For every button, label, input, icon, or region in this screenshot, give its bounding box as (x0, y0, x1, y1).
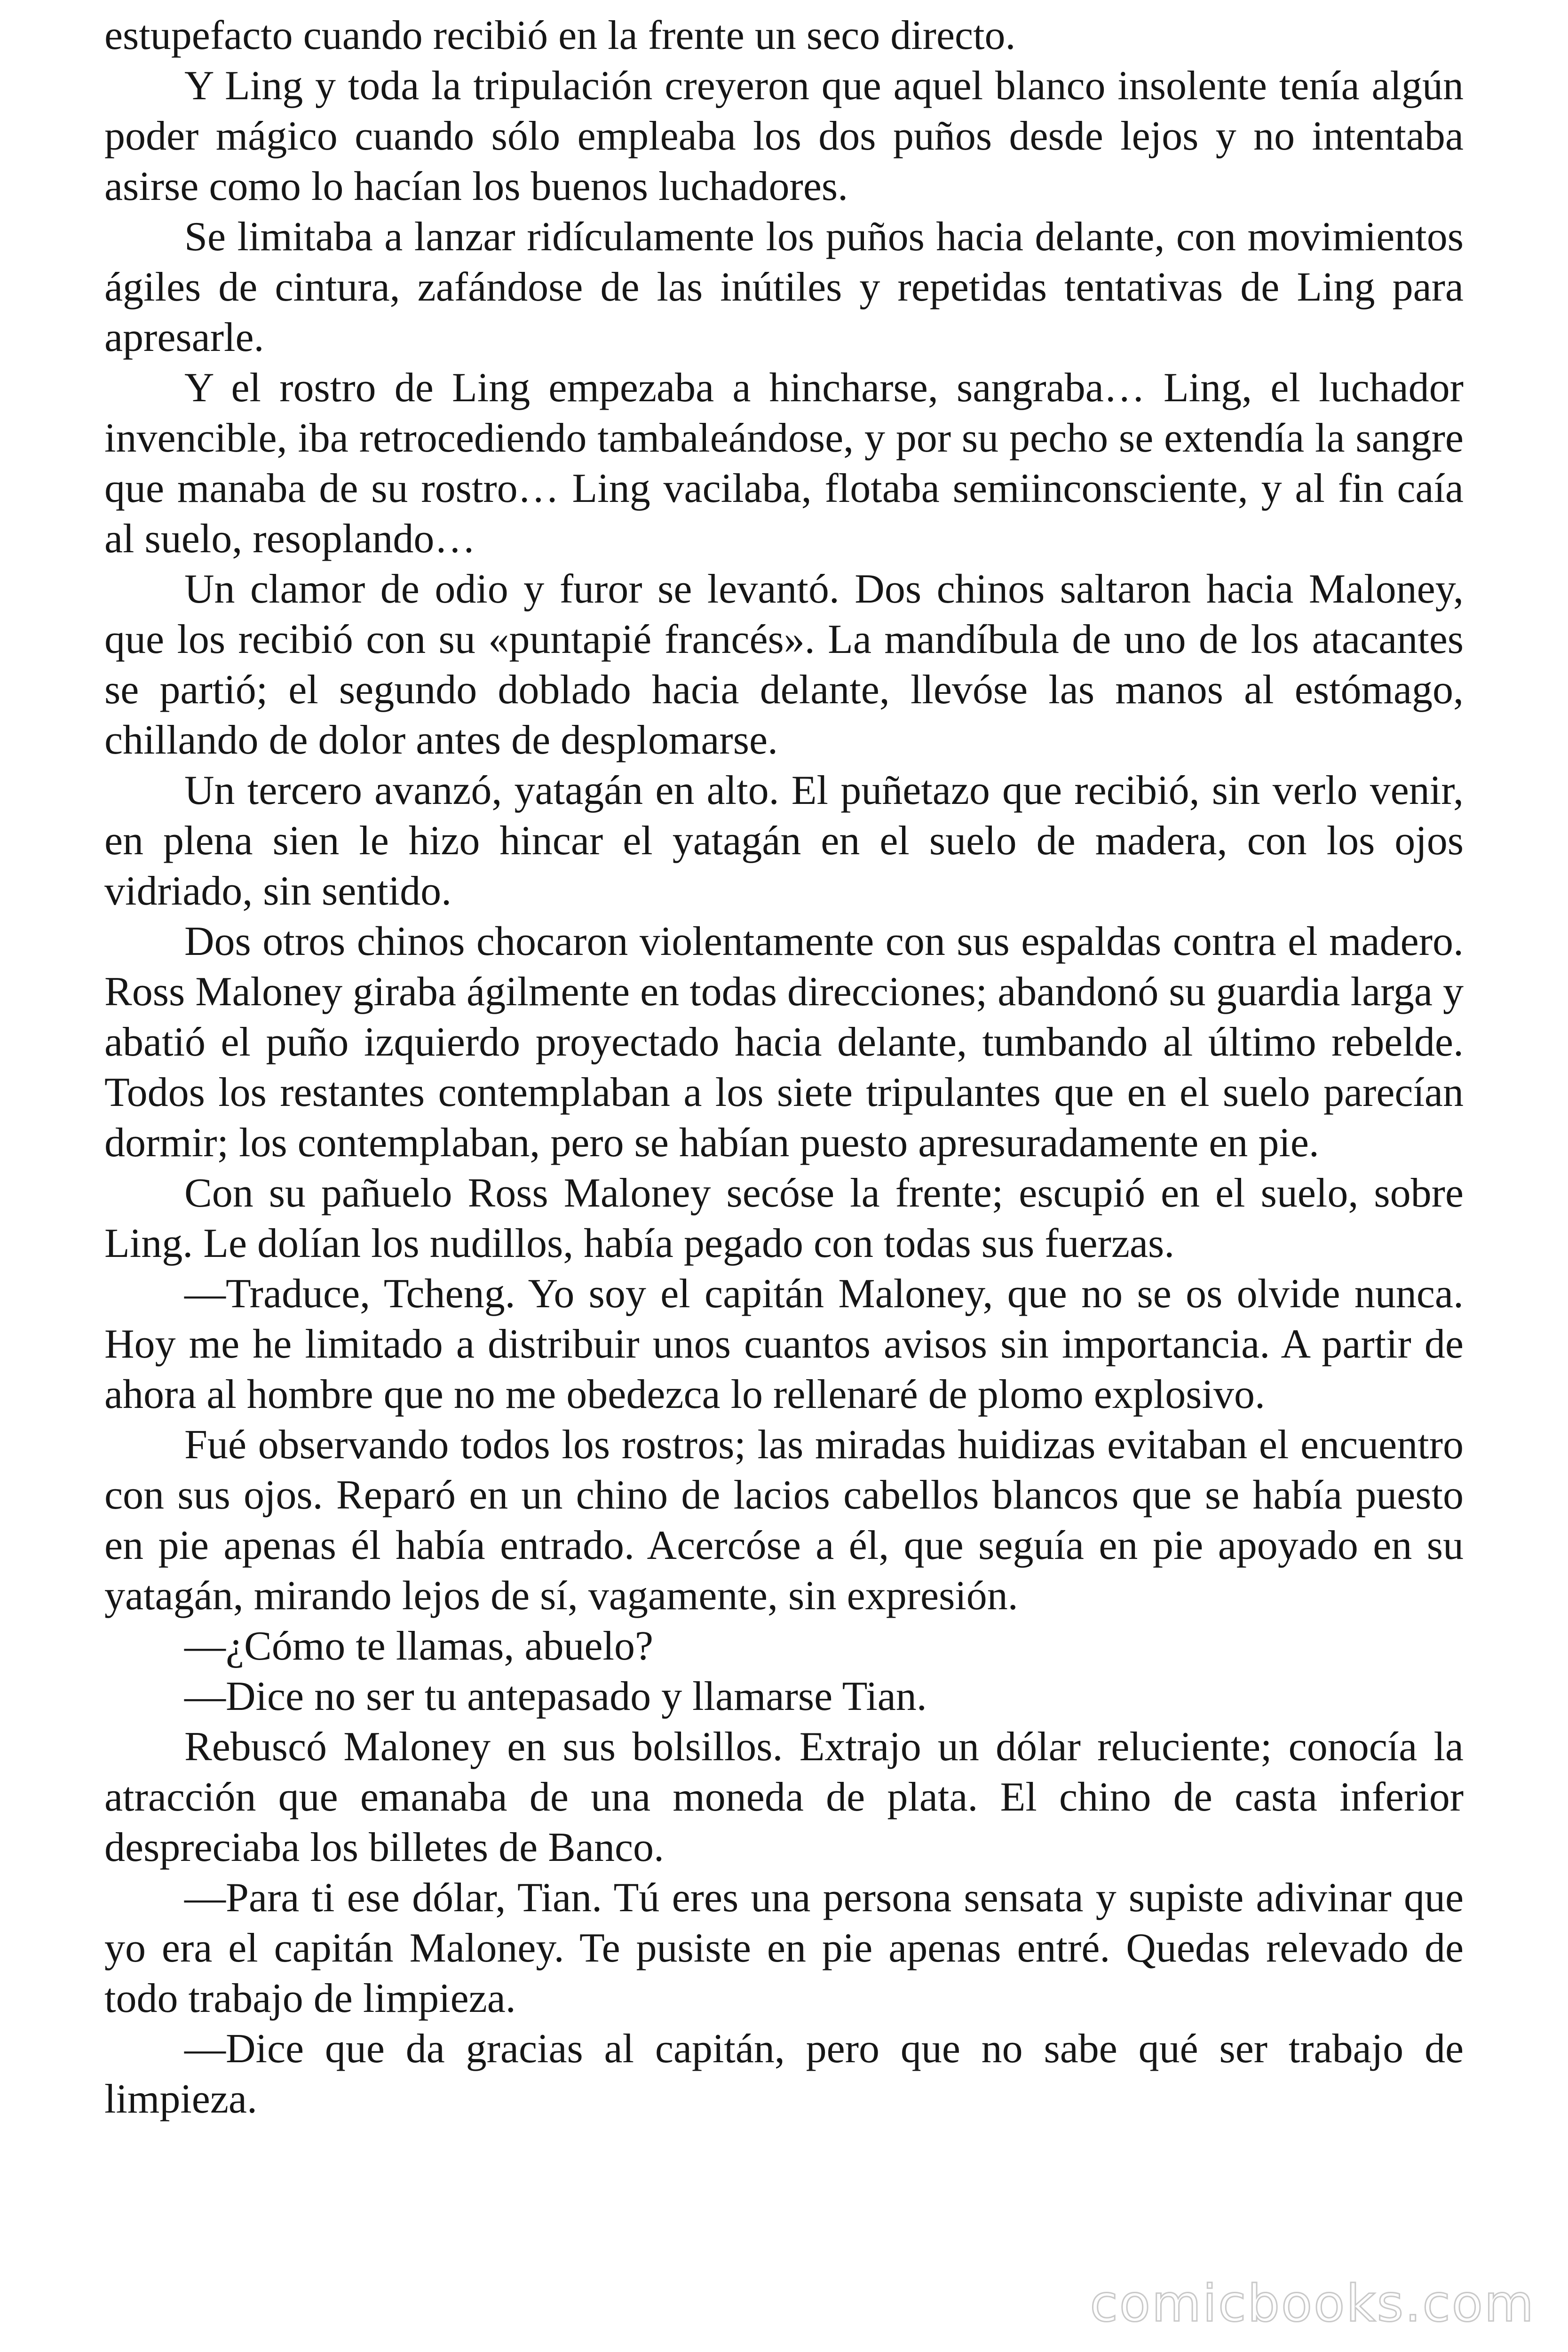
paragraph: Un clamor de odio y furor se levantó. Dos chinos saltaron hacia Maloney, que los recibió con su «puntapié francés». La mandíbula de uno de los atacantes se partió; el segundo doblado hacia delante, llevóse las manos al estómago, chillando de dolor antes de desplomarse. (104, 566, 1464, 763)
paragraph: Y Ling y toda la tripulación creyeron que aquel blanco insolente tenía algún poder mágico cuando sólo empleaba los dos puños desde lejos y no intentaba asirse como lo hacían los buenos luchadores. (104, 63, 1464, 209)
dialogue-paragraph: —Dice que da gracias al capitán, pero que no sabe qué ser trabajo de limpieza. (104, 2026, 1464, 2122)
dialogue-paragraph: —Traduce, Tcheng. Yo soy el capitán Maloney, que no se os olvide nunca. Hoy me he limitado a distribuir unos cuantos avisos sin importancia. A partir de ahora al hombre que no me obedezca lo rellenaré de plomo explosivo. (104, 1271, 1464, 1417)
paragraph: Se limitaba a lanzar ridículamente los puños hacia delante, con movimientos ágiles de cintura, zafándose de las inútiles y repetidas tentativas de Ling para apresarle. (104, 214, 1464, 360)
paragraph: Dos otros chinos chocaron violentamente con sus espaldas contra el madero. Ross Maloney giraba ágilmente en todas direcciones; abandonó su guardia larga y abatió el puño izquierdo proyectado hacia delante, tumbando al último rebelde. Todos los restantes contemplaban a los siete tripulantes que en el suelo parecían dormir; los contemplaban, pero se habían puesto apresuradamente en pie. (104, 919, 1464, 1166)
watermark: comicbooks.com (1090, 2274, 1535, 2333)
paragraph: Rebuscó Maloney en sus bolsillos. Extrajo un dólar reluciente; conocía la atracción que emanaba de una moneda de plata. El chino de casta inferior despreciaba los billetes de Banco. (104, 1724, 1464, 1870)
paragraph: Un tercero avanzó, yatagán en alto. El puñetazo que recibió, sin verlo venir, en plena sien le hizo hincar el yatagán en el suelo de madera, con los ojos vidriado, sin sentido. (104, 768, 1464, 914)
paragraph-continued: estupefacto cuando recibió en la frente un seco directo. (104, 13, 1016, 58)
paragraph: Fué observando todos los rostros; las miradas huidizas evitaban el encuentro con sus ojos. Reparó en un chino de lacios cabellos blancos que se había puesto en pie apenas él había entrado. Acercóse a él, que seguía en pie apoyado en su yatagán, mirando lejos de sí, vagamente, sin expresión. (104, 1422, 1464, 1619)
dialogue-paragraph: —Dice no ser tu antepasado y llamarse Tian. (184, 1674, 927, 1719)
paragraph: Y el rostro de Ling empezaba a hincharse, sangraba… Ling, el luchador invencible, iba retrocediendo tambaleándose, y por su pecho se extendía la sangre que manaba de su rostro… Ling vacilaba, flotaba semiinconsciente, y al fin caía al suelo, resoplando… (104, 365, 1464, 562)
paragraph: Con su pañuelo Ross Maloney secóse la frente; escupió en el suelo, sobre Ling. Le dolían los nudillos, había pegado con todas sus fuerzas. (104, 1170, 1464, 1266)
dialogue-paragraph: —Para ti ese dólar, Tian. Tú eres una persona sensata y supiste adivinar que yo era el capitán Maloney. Te pusiste en pie apenas entré. Quedas relevado de todo trabajo de limpieza. (104, 1875, 1464, 2021)
dialogue-paragraph: —¿Cómo te llamas, abuelo? (184, 1623, 654, 1669)
book-page-text (104, 10, 1464, 2124)
